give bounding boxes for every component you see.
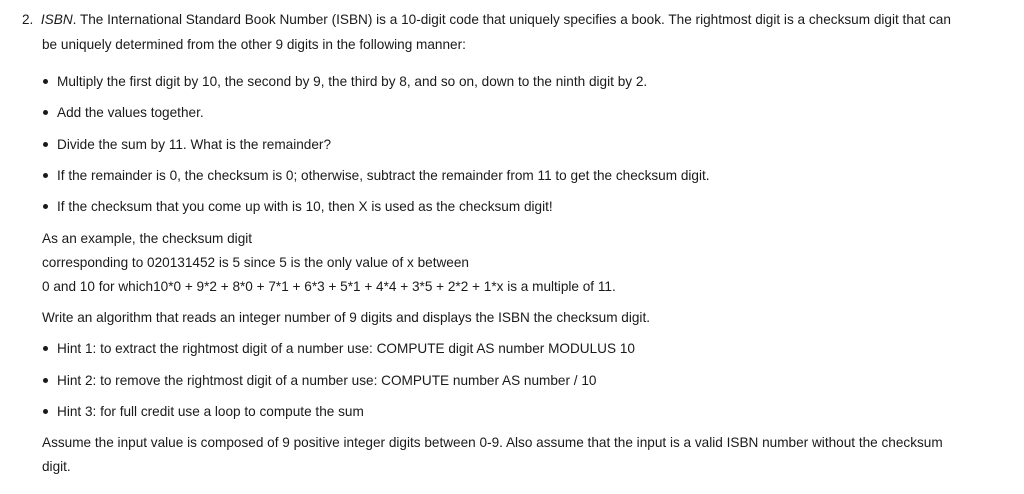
step-text: If the checksum that you come up with is 10, then X is used as the checksum digit! <box>57 199 553 214</box>
step-text: Multiply the first digit by 10, the second by 9, the third by 8, and so on, down to the ninth digit by 2. <box>57 74 648 89</box>
example-line: corresponding to 020131452 is 5 since 5 is the only value of x between <box>42 255 469 270</box>
hint-item <box>42 403 364 421</box>
hint-text: Hint 1: to extract the rightmost digit of a number use: COMPUTE digit AS number MODULUS 10 <box>57 341 635 356</box>
intro-line-2: be uniquely determined from the other 9 digits in the following manner: <box>42 37 466 52</box>
hint-item <box>42 372 596 390</box>
step-text: Divide the sum by 11. What is the remainder? <box>57 137 332 152</box>
hint-text: Hint 2: to remove the rightmost digit of a number use: COMPUTE number AS number / 10 <box>57 373 597 388</box>
intro-line-1 <box>22 11 951 29</box>
bullet-icon <box>43 79 48 84</box>
bullet-icon <box>43 204 48 209</box>
bullet-icon <box>43 142 48 147</box>
problem-title: ISBN <box>40 12 73 27</box>
hint-text: Hint 3: for full credit use a loop to compute the sum <box>57 404 364 419</box>
bullet-icon <box>43 378 48 383</box>
intro-text: . The International Standard Book Number (ISBN) is a 10-digit code that uniquely specifies a book. The rightmost digit is a checksum digit that can <box>72 12 951 27</box>
step-item <box>42 73 647 91</box>
step-text: If the remainder is 0, the checksum is 0; otherwise, subtract the remainder from 11 to get the checksum digit. <box>57 168 710 183</box>
bullet-icon <box>43 173 48 178</box>
step-item <box>42 167 710 185</box>
bullet-icon <box>43 346 48 351</box>
hint-item <box>42 340 635 358</box>
step-item <box>42 198 553 216</box>
example-line: As an example, the checksum digit <box>42 231 253 246</box>
problem-number: 2. <box>22 12 34 27</box>
step-item <box>42 136 331 154</box>
assumption-line-1: Assume the input value is composed of 9 positive integer digits between 0-9. Also assume that the input is a valid ISBN number without the checksum <box>42 435 943 450</box>
assumption-line-2: digit. <box>42 459 71 474</box>
step-item <box>42 104 204 122</box>
bullet-icon <box>43 409 48 414</box>
example-line: 0 and 10 for which10*0 + 9*2 + 8*0 + 7*1 + 6*3 + 5*1 + 4*4 + 3*5 + 2*2 + 1*x is a multiple of 11. <box>42 279 616 294</box>
bullet-icon <box>43 110 48 115</box>
step-text: Add the values together. <box>57 105 204 120</box>
task-text: Write an algorithm that reads an integer number of 9 digits and displays the ISBN the checksum digit. <box>42 310 651 325</box>
